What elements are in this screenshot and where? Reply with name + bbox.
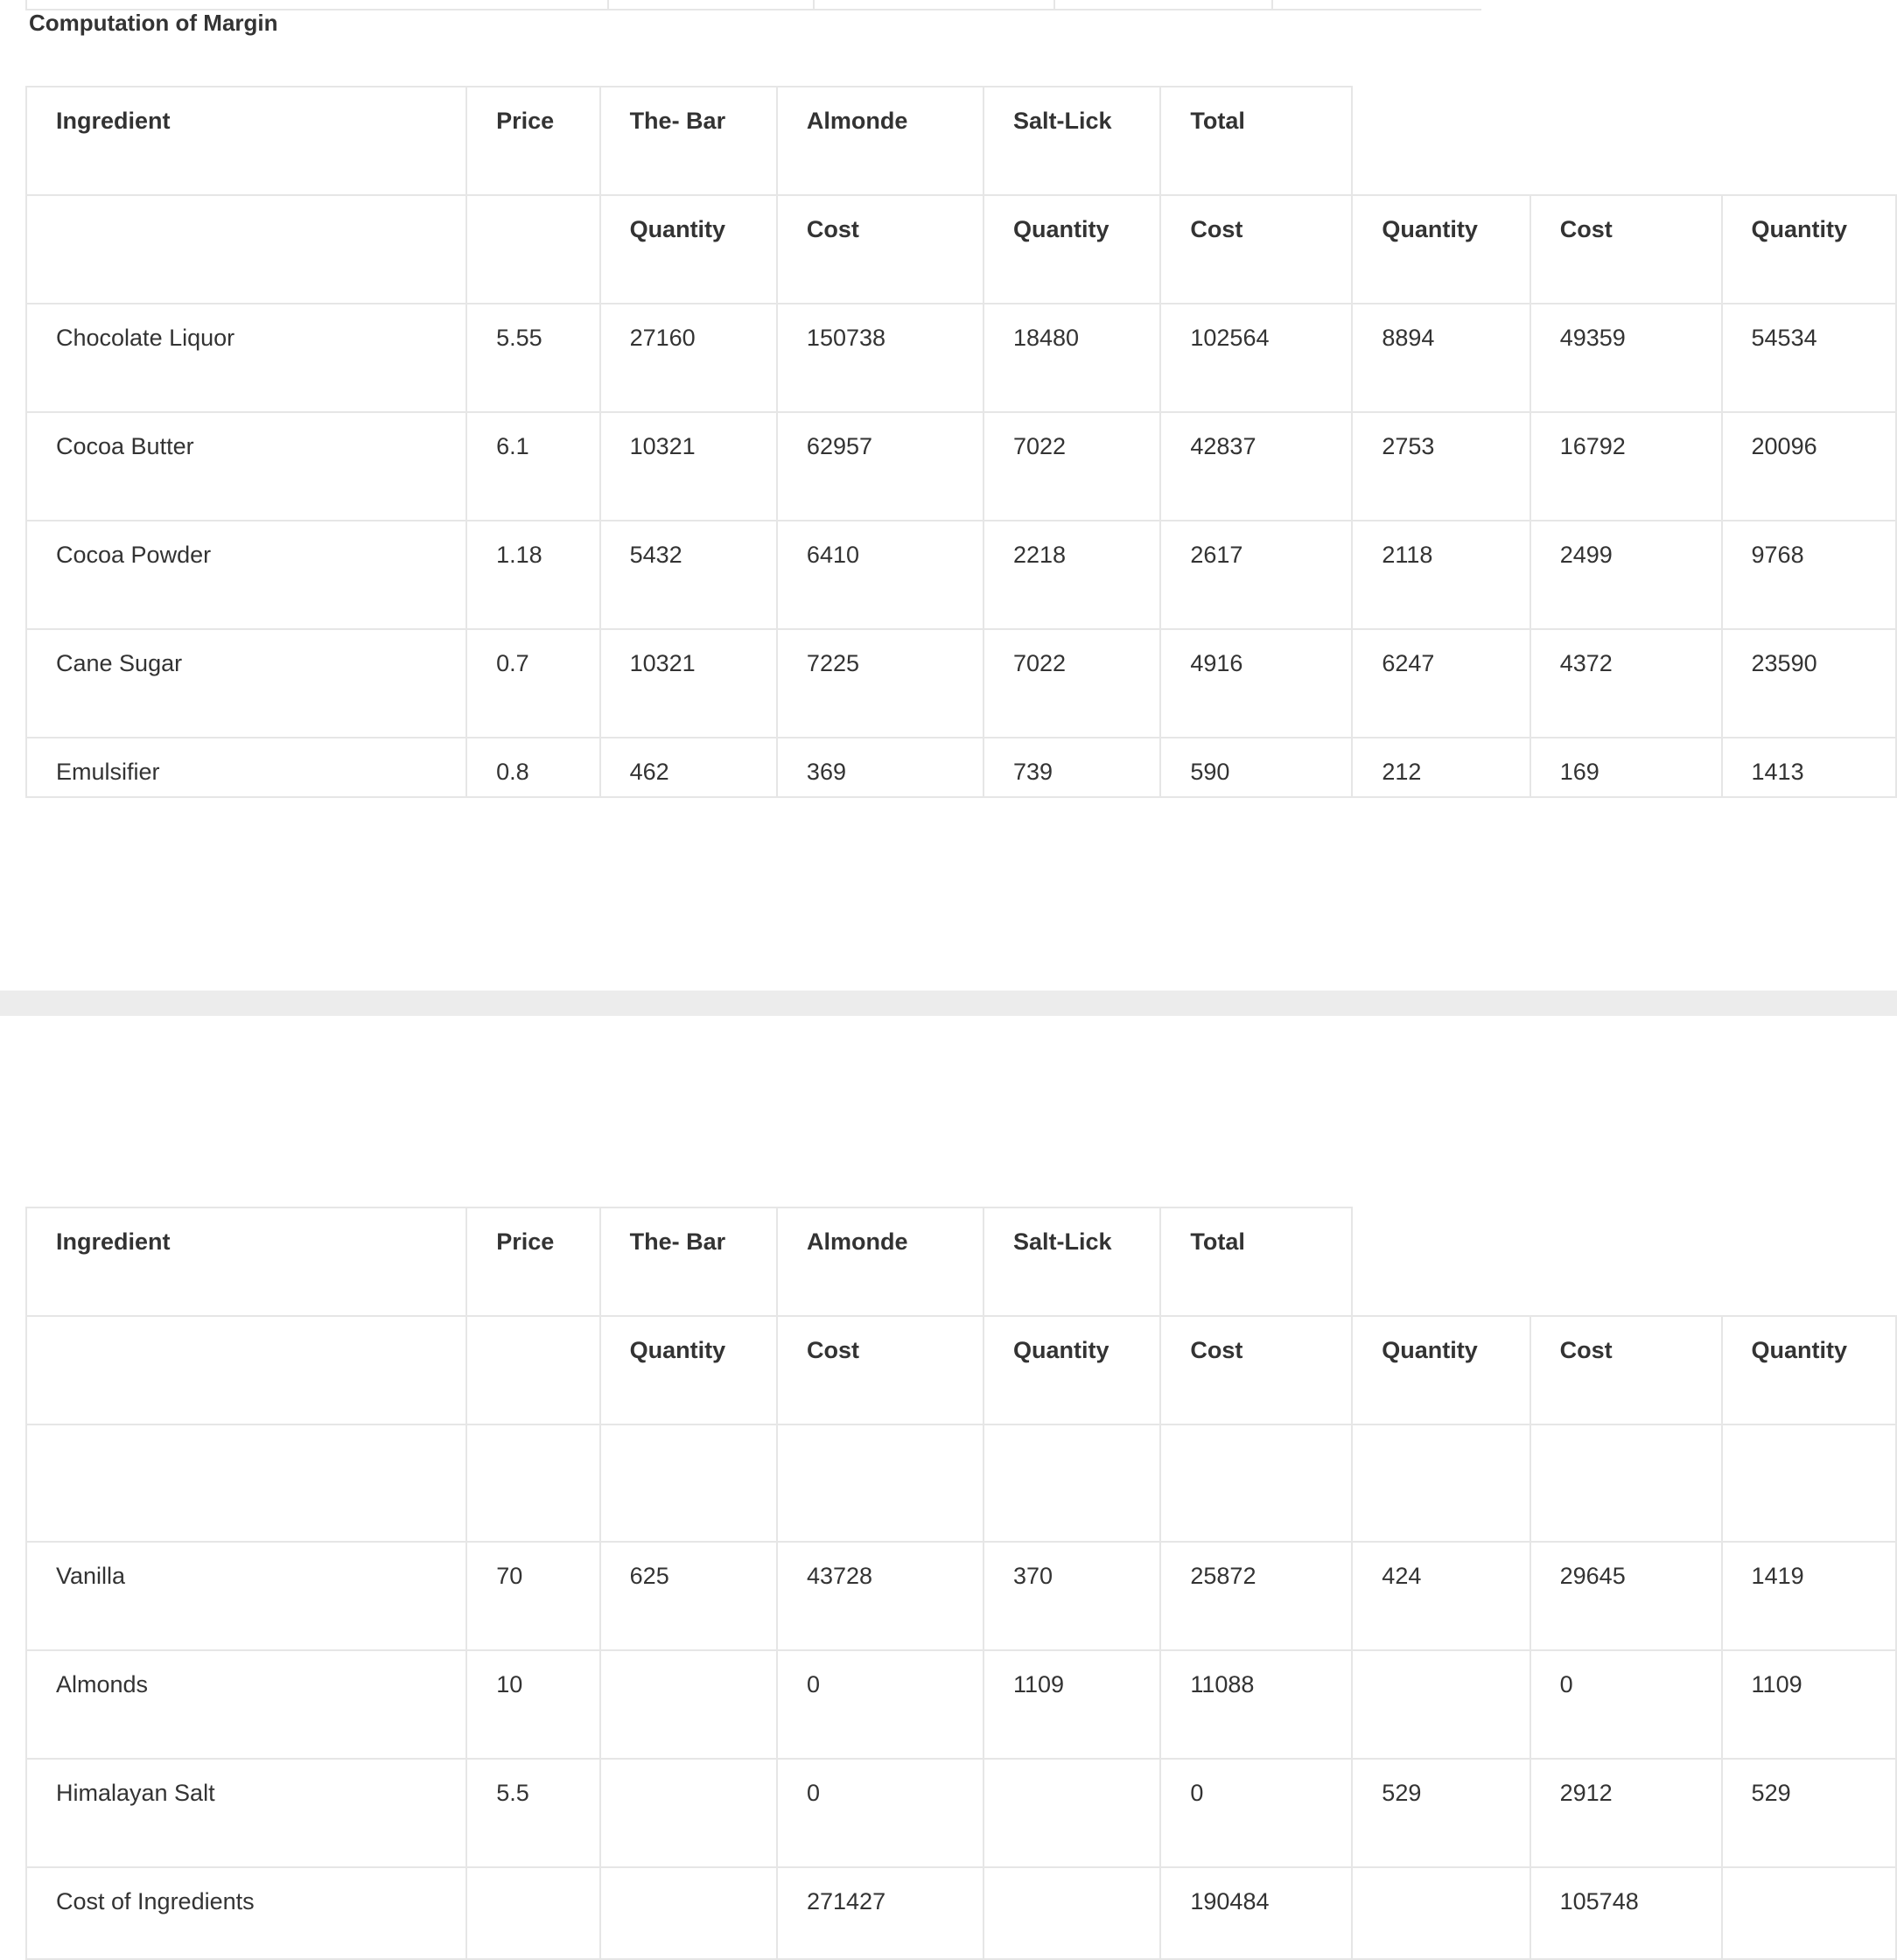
value-cell: 169 [1530,738,1722,797]
value-cell: 10321 [600,412,777,521]
header-total: Total [1160,1208,1352,1316]
empty-cell [984,1424,1160,1542]
table-row [26,629,1896,738]
empty-cell [600,1424,777,1542]
header-empty [1352,1208,1530,1316]
value-cell: 8894 [1352,304,1530,412]
ingredient-cell: Cost of Ingredients [26,1867,466,1959]
ingredient-cell: Cane Sugar [26,629,466,738]
sub-header-cell [466,1316,599,1424]
value-cell: 4372 [1530,629,1722,738]
value-cell: 1109 [1722,1650,1896,1759]
header-the-bar: The- Bar [600,1208,777,1316]
header-almonde: Almonde [777,1208,984,1316]
table-row-empty [26,1424,1896,1542]
table-row [26,304,1896,412]
value-cell: 9768 [1722,521,1896,629]
value-cell [600,1650,777,1759]
value-cell: 625 [600,1542,777,1650]
value-cell: 105748 [1530,1867,1722,1959]
empty-cell [1160,1424,1352,1542]
value-cell: 16792 [1530,412,1722,521]
value-cell [984,1759,1160,1867]
empty-cell [1722,1424,1896,1542]
value-cell: 2753 [1352,412,1530,521]
header-ingredient: Ingredient [26,1208,466,1316]
price-cell: 5.5 [466,1759,599,1867]
empty-cell [466,1424,599,1542]
ingredient-cell: Vanilla [26,1542,466,1650]
value-cell: 369 [777,738,984,797]
empty-cell [26,1424,466,1542]
value-cell [984,1867,1160,1959]
header-price: Price [466,1208,599,1316]
section-divider [0,990,1897,1016]
value-cell: 2499 [1530,521,1722,629]
value-cell: 23590 [1722,629,1896,738]
value-cell: 102564 [1160,304,1352,412]
value-cell: 10321 [600,629,777,738]
sub-header-cell [466,195,599,304]
table-row [26,1759,1896,1867]
table-row [26,1542,1896,1650]
empty-cell [1352,1424,1530,1542]
sub-header-cell: Cost [777,195,984,304]
ingredient-cell: Emulsifier [26,738,466,797]
margin-table-top [25,86,1897,798]
sub-header-cell: Cost [777,1316,984,1424]
value-cell [600,1867,777,1959]
value-cell: 271427 [777,1867,984,1959]
header-row-sub [26,1316,1896,1424]
price-cell: 6.1 [466,412,599,521]
value-cell: 462 [600,738,777,797]
value-cell: 4916 [1160,629,1352,738]
empty-cell [1530,1424,1722,1542]
page-title: Computation of Margin [29,10,278,36]
header-salt-lick: Salt-Lick [984,1208,1160,1316]
table-row-total [26,1867,1896,1959]
table-row [26,738,1896,797]
value-cell: 424 [1352,1542,1530,1650]
value-cell: 7225 [777,629,984,738]
value-cell: 2912 [1530,1759,1722,1867]
sub-header-cell: Quantity [984,195,1160,304]
value-cell: 212 [1352,738,1530,797]
value-cell: 2218 [984,521,1160,629]
value-cell: 6247 [1352,629,1530,738]
value-cell: 1413 [1722,738,1896,797]
value-cell: 1109 [984,1650,1160,1759]
value-cell: 54534 [1722,304,1896,412]
value-cell: 1419 [1722,1542,1896,1650]
header-empty [1530,87,1722,195]
ingredient-cell: Cocoa Powder [26,521,466,629]
sub-header-cell: Cost [1530,1316,1722,1424]
value-cell: 7022 [984,412,1160,521]
value-cell: 150738 [777,304,984,412]
value-cell: 590 [1160,738,1352,797]
value-cell: 370 [984,1542,1160,1650]
header-empty [1352,87,1530,195]
value-cell: 2617 [1160,521,1352,629]
price-cell: 1.18 [466,521,599,629]
header-empty [1722,87,1896,195]
value-cell [600,1759,777,1867]
value-cell: 20096 [1722,412,1896,521]
sub-header-cell: Quantity [600,195,777,304]
sub-header-cell [26,195,466,304]
value-cell: 0 [1160,1759,1352,1867]
ingredient-cell: Chocolate Liquor [26,304,466,412]
sub-header-cell: Quantity [1722,1316,1896,1424]
value-cell: 529 [1352,1759,1530,1867]
header-empty [1722,1208,1896,1316]
table-row [26,1650,1896,1759]
value-cell: 5432 [600,521,777,629]
header-almonde: Almonde [777,87,984,195]
value-cell: 18480 [984,304,1160,412]
header-total: Total [1160,87,1352,195]
sub-header-cell: Quantity [1352,195,1530,304]
sub-header-cell: Quantity [1722,195,1896,304]
sub-header-cell [26,1316,466,1424]
ingredient-cell: Cocoa Butter [26,412,466,521]
value-cell: 0 [777,1759,984,1867]
header-row-top [26,1208,1896,1316]
empty-cell [777,1424,984,1542]
header-price: Price [466,87,599,195]
value-cell: 7022 [984,629,1160,738]
value-cell: 43728 [777,1542,984,1650]
header-ingredient: Ingredient [26,87,466,195]
ingredient-cell: Himalayan Salt [26,1759,466,1867]
value-cell: 0 [777,1650,984,1759]
header-empty [1530,1208,1722,1316]
value-cell: 62957 [777,412,984,521]
value-cell [1352,1650,1530,1759]
sub-header-cell: Quantity [600,1316,777,1424]
value-cell: 190484 [1160,1867,1352,1959]
header-salt-lick: Salt-Lick [984,87,1160,195]
value-cell: 11088 [1160,1650,1352,1759]
price-cell: 0.7 [466,629,599,738]
value-cell [1352,1867,1530,1959]
table-row [26,412,1896,521]
value-cell [1722,1867,1896,1959]
header-row-top [26,87,1896,195]
price-cell: 10 [466,1650,599,1759]
value-cell: 0 [1530,1650,1722,1759]
price-cell: 0.8 [466,738,599,797]
price-cell [466,1867,599,1959]
price-cell: 5.55 [466,304,599,412]
value-cell: 27160 [600,304,777,412]
value-cell: 6410 [777,521,984,629]
sub-header-cell: Quantity [1352,1316,1530,1424]
sub-header-cell: Cost [1530,195,1722,304]
header-the-bar: The- Bar [600,87,777,195]
sub-header-cell: Cost [1160,195,1352,304]
value-cell: 739 [984,738,1160,797]
sub-header-cell: Quantity [984,1316,1160,1424]
value-cell: 42837 [1160,412,1352,521]
sub-header-cell: Cost [1160,1316,1352,1424]
value-cell: 49359 [1530,304,1722,412]
value-cell: 2118 [1352,521,1530,629]
ingredient-cell: Almonds [26,1650,466,1759]
header-row-sub [26,195,1896,304]
value-cell: 29645 [1530,1542,1722,1650]
price-cell: 70 [466,1542,599,1650]
table-row [26,521,1896,629]
value-cell: 529 [1722,1759,1896,1867]
value-cell: 25872 [1160,1542,1352,1650]
margin-table-bottom [25,1207,1897,1960]
